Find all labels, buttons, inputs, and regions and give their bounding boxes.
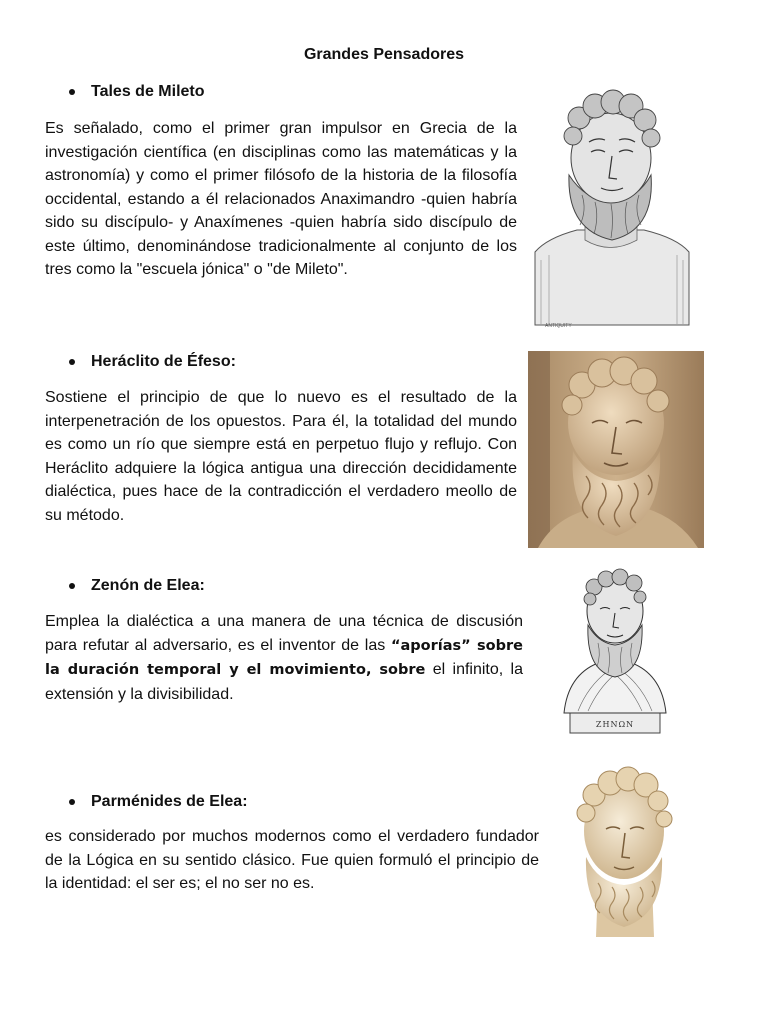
heading-parmenides <box>45 793 248 811</box>
paragraph-parmenides: es considerado por muchos modernos como el verdadero fundador de la Lógica en su sentido clásico. Fue quien formuló el principio de la identidad: el ser es; el no ser no es. <box>45 828 539 892</box>
document-title: Grandes Pensadores <box>303 46 465 63</box>
bullet-icon <box>69 583 75 589</box>
bullet-icon <box>69 359 75 365</box>
heading-heraclito <box>45 353 236 371</box>
heading-tales-label: Tales de Mileto <box>91 83 205 100</box>
zenon-text-lead: Emplea la dialéctica a una manera de una técnica de discusión para refutar al adversario, es el inventor de las <box>45 613 523 654</box>
paragraph-tales: Es señalado, como el primer gran impulsor en Grecia de la investigación científica (en disciplinas como las matemáticas y la astronomía) y como el primer filósofo de la historia de la filosofía occidental, estando a él relacionados Anaximandro -quien habría sido su discípulo- y Anaxímenes -quien habría sido discípulo de este último, denominándose tradicionalmente al conjunto de los tres como la "escuela jónica" o "de Mileto". <box>45 120 517 278</box>
zenon-text-bold: “aporías” sobre la duración temporal y el movimiento, sobre <box>45 637 523 678</box>
heading-tales <box>45 83 205 101</box>
heraclito-bust-image <box>528 351 704 548</box>
heading-parmenides-label: Parménides de Elea: <box>91 793 248 810</box>
heading-zenon <box>45 577 205 595</box>
bullet-icon <box>69 799 75 805</box>
parmenides-bust-image <box>556 765 691 937</box>
zenon-bust-image <box>558 563 672 737</box>
zenon-text-tail: el infinito, la extensión y la divisibilidad. <box>45 661 523 703</box>
heading-heraclito-label: Heráclito de Éfeso: <box>91 353 236 370</box>
paragraph-zenon <box>45 610 523 706</box>
bullet-icon <box>69 89 75 95</box>
paragraph-heraclito: Sostiene el principio de que lo nuevo es el resultado de la interpenetración de los opuestos. Para él, la totalidad del mundo es como un río que siempre está en perpetuo flujo y reflujo. Con Heráclito adquiere la lógica antigua una dirección decididamente dialéctica, pues hace de la contradicción el verdadero meollo de su método. <box>45 389 517 524</box>
heading-zenon-label: Zenón de Elea: <box>91 577 205 594</box>
engraver-signature: ANTIQUITY <box>545 323 572 329</box>
tales-bust-image <box>527 80 694 330</box>
zenon-inscription: ZHNΩN <box>595 720 635 729</box>
